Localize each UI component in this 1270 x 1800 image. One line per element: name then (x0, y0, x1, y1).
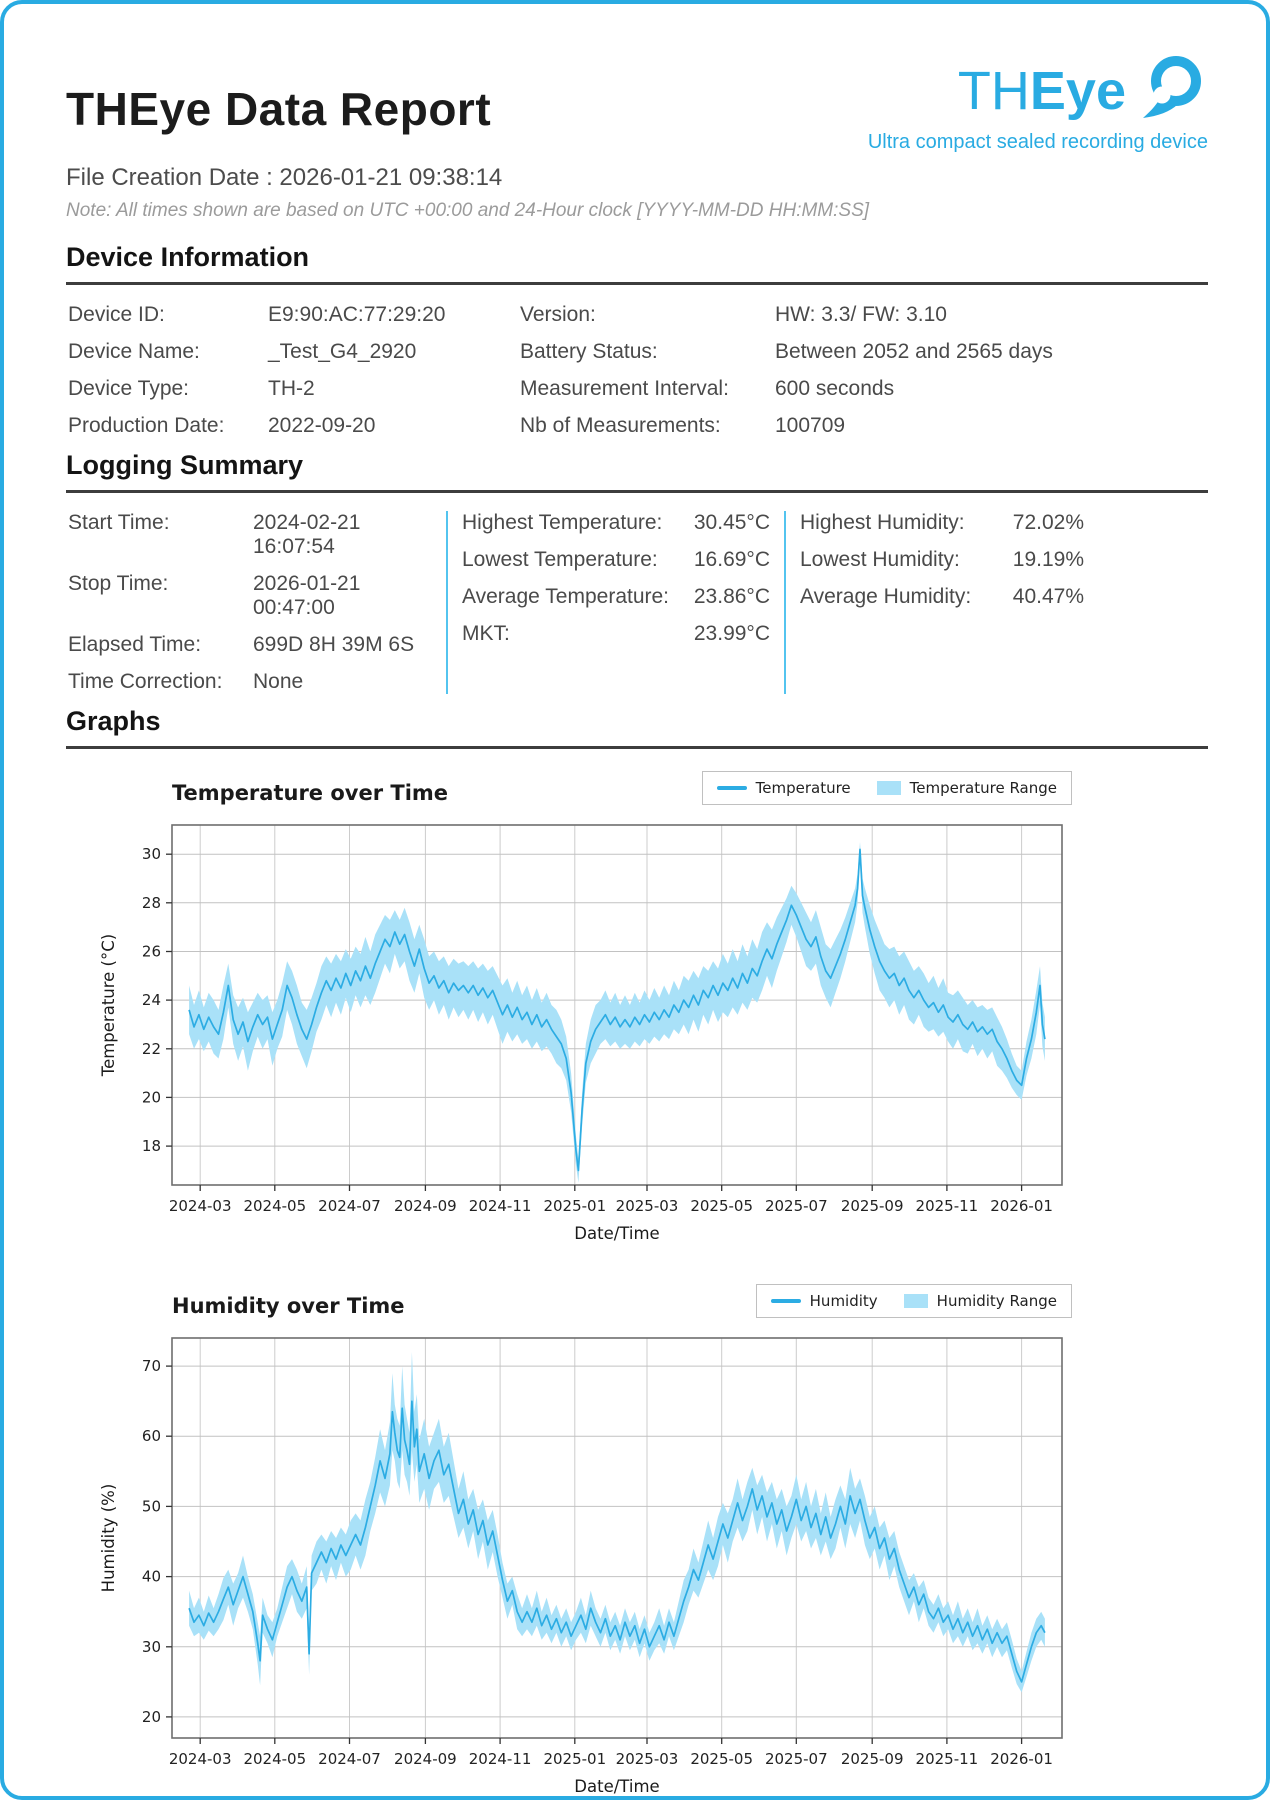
info-label: Device ID: (68, 303, 165, 326)
page-title: THEye Data Report (66, 83, 492, 135)
line-swatch-icon (771, 1299, 801, 1303)
svg-text:2025-03: 2025-03 (615, 1750, 679, 1768)
info-value: Between 2052 and 2565 days (775, 340, 1053, 363)
legend-label: Humidity Range (936, 1292, 1057, 1310)
legend-item (771, 1292, 878, 1310)
svg-text:2025-05: 2025-05 (690, 1750, 754, 1768)
svg-text:2025-07: 2025-07 (764, 1750, 828, 1768)
svg-text:2025-01: 2025-01 (543, 1197, 607, 1215)
temperature-chart-legend (702, 771, 1072, 805)
logging-summary-humidity (784, 511, 1084, 694)
logging-summary-heading: Logging Summary (66, 450, 1208, 493)
brand-tagline: Ultra compact sealed recording device (867, 131, 1208, 153)
svg-text:18: 18 (141, 1137, 161, 1156)
legend-item (904, 1292, 1057, 1310)
svg-text:50: 50 (141, 1497, 161, 1516)
info-value: TH-2 (268, 377, 315, 400)
svg-text:Humidity (%): Humidity (%) (99, 1483, 118, 1593)
summary-label: Average Humidity: (800, 585, 972, 608)
svg-text:20: 20 (141, 1088, 161, 1107)
svg-text:2024-11: 2024-11 (468, 1750, 532, 1768)
logging-summary-table (68, 511, 1208, 694)
svg-text:2026-01: 2026-01 (990, 1750, 1053, 1768)
summary-value: 72.02% (1012, 511, 1084, 534)
svg-text:2026-01: 2026-01 (990, 1197, 1053, 1215)
svg-text:30: 30 (141, 845, 161, 864)
svg-text:2025-01: 2025-01 (543, 1750, 607, 1768)
summary-value: 40.47% (1012, 585, 1084, 608)
patch-swatch-icon (904, 1294, 928, 1308)
info-value: 2022-09-20 (268, 414, 376, 437)
info-value: _Test_G4_2920 (268, 340, 417, 363)
graphs-heading: Graphs (66, 706, 1208, 749)
svg-text:2024-05: 2024-05 (243, 1750, 307, 1768)
svg-text:24: 24 (141, 991, 161, 1010)
legend-label: Temperature (755, 779, 851, 797)
summary-value: 19.19% (1012, 548, 1084, 571)
summary-value: 699D 8H 39M 6S (253, 633, 415, 656)
graphs-section (94, 771, 1208, 1800)
file-creation-date: File Creation Date : 2026-01-21 09:38:14 (66, 164, 503, 191)
summary-label: Lowest Humidity: (800, 548, 960, 571)
svg-text:20: 20 (141, 1707, 161, 1726)
svg-text:2025-05: 2025-05 (690, 1197, 754, 1215)
info-label: Production Date: (68, 414, 225, 437)
svg-text:2024-05: 2024-05 (243, 1197, 307, 1215)
device-information-heading: Device Information (66, 242, 1208, 285)
summary-value: 2024-02-21 16:07:54 (253, 511, 361, 558)
summary-label: Time Correction: (68, 670, 223, 693)
svg-text:28: 28 (141, 893, 161, 912)
humidity-chart-block (94, 1284, 1074, 1800)
brand-logo-text (957, 60, 1126, 121)
info-label: Device Name: (68, 340, 200, 363)
info-label: Battery Status: (520, 340, 658, 363)
logging-summary-temperature (446, 511, 784, 694)
summary-value: 30.45°C (693, 511, 770, 534)
summary-label: MKT: (462, 622, 510, 645)
svg-text:Date/Time: Date/Time (574, 1777, 660, 1796)
brand-logo-bold: Eye (1029, 60, 1126, 121)
svg-text:2024-11: 2024-11 (468, 1197, 532, 1215)
svg-text:22: 22 (141, 1039, 161, 1058)
temperature-chart-title: Temperature over Time (172, 781, 449, 805)
legend-item (717, 779, 851, 797)
svg-text:2025-11: 2025-11 (915, 1197, 979, 1215)
svg-text:2024-03: 2024-03 (168, 1750, 232, 1768)
svg-text:2025-09: 2025-09 (840, 1750, 904, 1768)
svg-text:2024-09: 2024-09 (394, 1197, 457, 1215)
svg-text:26: 26 (141, 942, 161, 961)
svg-text:Date/Time: Date/Time (574, 1224, 660, 1243)
summary-label: Average Temperature: (462, 585, 670, 608)
info-label: Measurement Interval: (520, 377, 729, 400)
legend-item (877, 779, 1057, 797)
svg-text:2025-09: 2025-09 (840, 1197, 904, 1215)
summary-label: Start Time: (68, 511, 170, 534)
line-swatch-icon (717, 786, 747, 790)
humidity-chart-title: Humidity over Time (172, 1294, 405, 1318)
info-value: 600 seconds (775, 377, 895, 400)
svg-text:2024-07: 2024-07 (318, 1197, 381, 1215)
summary-label: Highest Humidity: (800, 511, 965, 534)
svg-text:2024-07: 2024-07 (318, 1750, 381, 1768)
summary-value: 23.99°C (693, 622, 770, 645)
timezone-note: Note: All times shown are based on UTC +00:00 and 24-Hour clock [YYYY-MM-DD HH:MM:SS] (66, 200, 870, 221)
legend-label: Temperature Range (909, 779, 1057, 797)
info-value: 100709 (775, 414, 846, 437)
svg-text:2025-03: 2025-03 (615, 1197, 679, 1215)
brand-logo-light: TH (957, 60, 1030, 121)
summary-value: None (253, 670, 304, 693)
summary-value: 16.69°C (693, 548, 770, 571)
svg-text:Temperature (°C): Temperature (°C) (99, 933, 118, 1077)
info-label: Nb of Measurements: (520, 414, 721, 437)
patch-swatch-icon (877, 781, 901, 795)
info-value: E9:90:AC:77:29:20 (268, 303, 446, 326)
svg-text:2025-11: 2025-11 (915, 1750, 979, 1768)
humidity-chart-legend (756, 1284, 1072, 1318)
svg-text:70: 70 (141, 1357, 161, 1376)
summary-label: Highest Temperature: (462, 511, 663, 534)
device-information-table (68, 303, 1208, 438)
temperature-chart-block (94, 771, 1074, 1268)
svg-text:2024-09: 2024-09 (394, 1750, 457, 1768)
summary-value: 2026-01-21 00:47:00 (253, 572, 361, 619)
humidity-chart (94, 1324, 1074, 1800)
summary-value: 23.86°C (693, 585, 770, 608)
eye-bubble-logo-icon (1136, 52, 1208, 129)
brand-logo (868, 52, 1208, 154)
logging-summary-times (68, 511, 446, 694)
summary-label: Stop Time: (68, 572, 169, 595)
summary-label: Elapsed Time: (68, 633, 202, 656)
svg-text:40: 40 (141, 1567, 161, 1586)
report-header (66, 50, 1208, 154)
info-value: HW: 3.3/ FW: 3.10 (775, 303, 947, 326)
info-label: Device Type: (68, 377, 190, 400)
info-label: Version: (520, 303, 596, 326)
summary-label: Lowest Temperature: (462, 548, 658, 571)
svg-text:2025-07: 2025-07 (764, 1197, 828, 1215)
svg-text:60: 60 (141, 1427, 161, 1446)
svg-text:2024-03: 2024-03 (168, 1197, 232, 1215)
legend-label: Humidity (809, 1292, 878, 1310)
svg-text:30: 30 (141, 1637, 161, 1656)
temperature-chart (94, 811, 1074, 1268)
